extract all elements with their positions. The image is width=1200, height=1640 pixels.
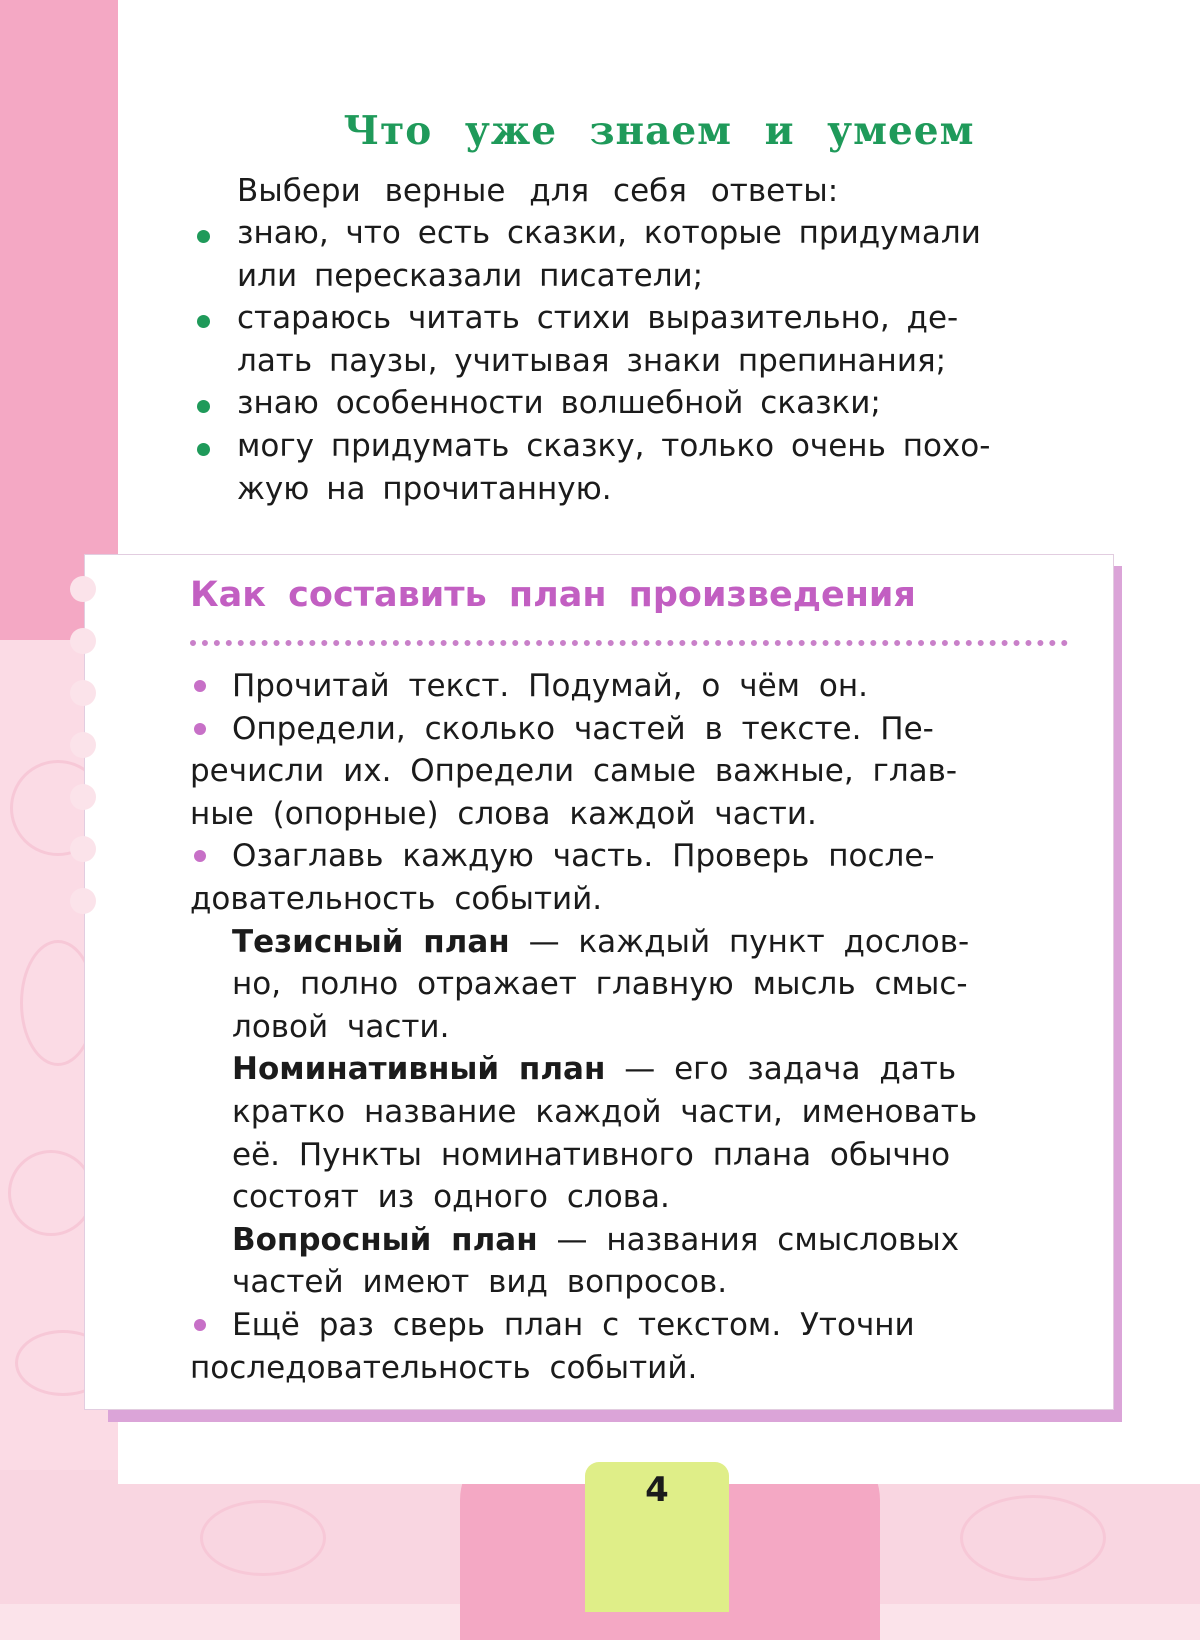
bullet-icon [194,680,206,692]
bullet-icon [194,850,206,862]
bullet-icon [194,723,206,735]
bullet-icon [194,1319,206,1331]
section-title-plan: Как составить план произведения [190,575,916,615]
list-item: могу придумать сказку, только очень похо- жую на прочитанную. [195,425,1123,510]
plan-term: Тезисный план [232,923,510,960]
dotted-divider [190,640,1068,646]
bullet-icon [197,315,210,328]
card-notch [70,628,96,654]
bullet-icon [197,230,210,243]
plan-type-nominative: Номинативный план — его задача дать кратко название каждой части, именовать её. Пункты номинативного плана обычно состоят из одного слова. [232,1051,978,1216]
section-title-known: Что уже знаем и умеем [343,108,975,154]
decorative-swirl [200,1500,326,1576]
card-notch [70,784,96,810]
card-notch [70,888,96,914]
list-item: Озаглавь каждую часть. Проверь после- довательность событий. [190,838,935,917]
section-intro: Выбери верные для себя ответы: [237,173,839,209]
decorative-swirl [960,1495,1106,1581]
card-notch [70,576,96,602]
bullet-icon [197,400,210,413]
list-item: Прочитай текст. Подумай, о чём он. [190,665,1068,708]
plan-term: Номинативный план [232,1051,606,1088]
list-item: знаю, что есть сказки, которые придумали или пересказали писатели; [195,212,1123,297]
plan-type-thesis: Тезисный план — каждый пункт дослов- но, полно отражает главную мысль смыс- ловой части. [232,923,970,1045]
card-notch [70,680,96,706]
plan-term: Вопросный план [232,1221,538,1258]
list-item: Ещё раз сверь план с текстом. Уточни последовательность событий. [190,1306,915,1386]
bullet-icon [197,443,210,456]
list-item: знаю особенности волшебной сказки; [195,382,1123,425]
plan-instructions [190,665,1068,1389]
list-item: стараюсь читать стихи выразительно, де- лать паузы, учитывая знаки препинания; [195,297,1123,382]
card-notch [70,732,96,758]
decorative-swirl [8,1150,94,1236]
list-item: Определи, сколько частей в тексте. Пе- речисли их. Определи самые важные, глав- ные (опорные) слова каждой части. [190,710,958,832]
page-number: 4 [645,1470,669,1510]
plan-type-question: Вопросный план — названия смысловых частей имеют вид вопросов. [232,1221,960,1301]
self-check-list [195,212,1123,510]
card-notch [70,836,96,862]
